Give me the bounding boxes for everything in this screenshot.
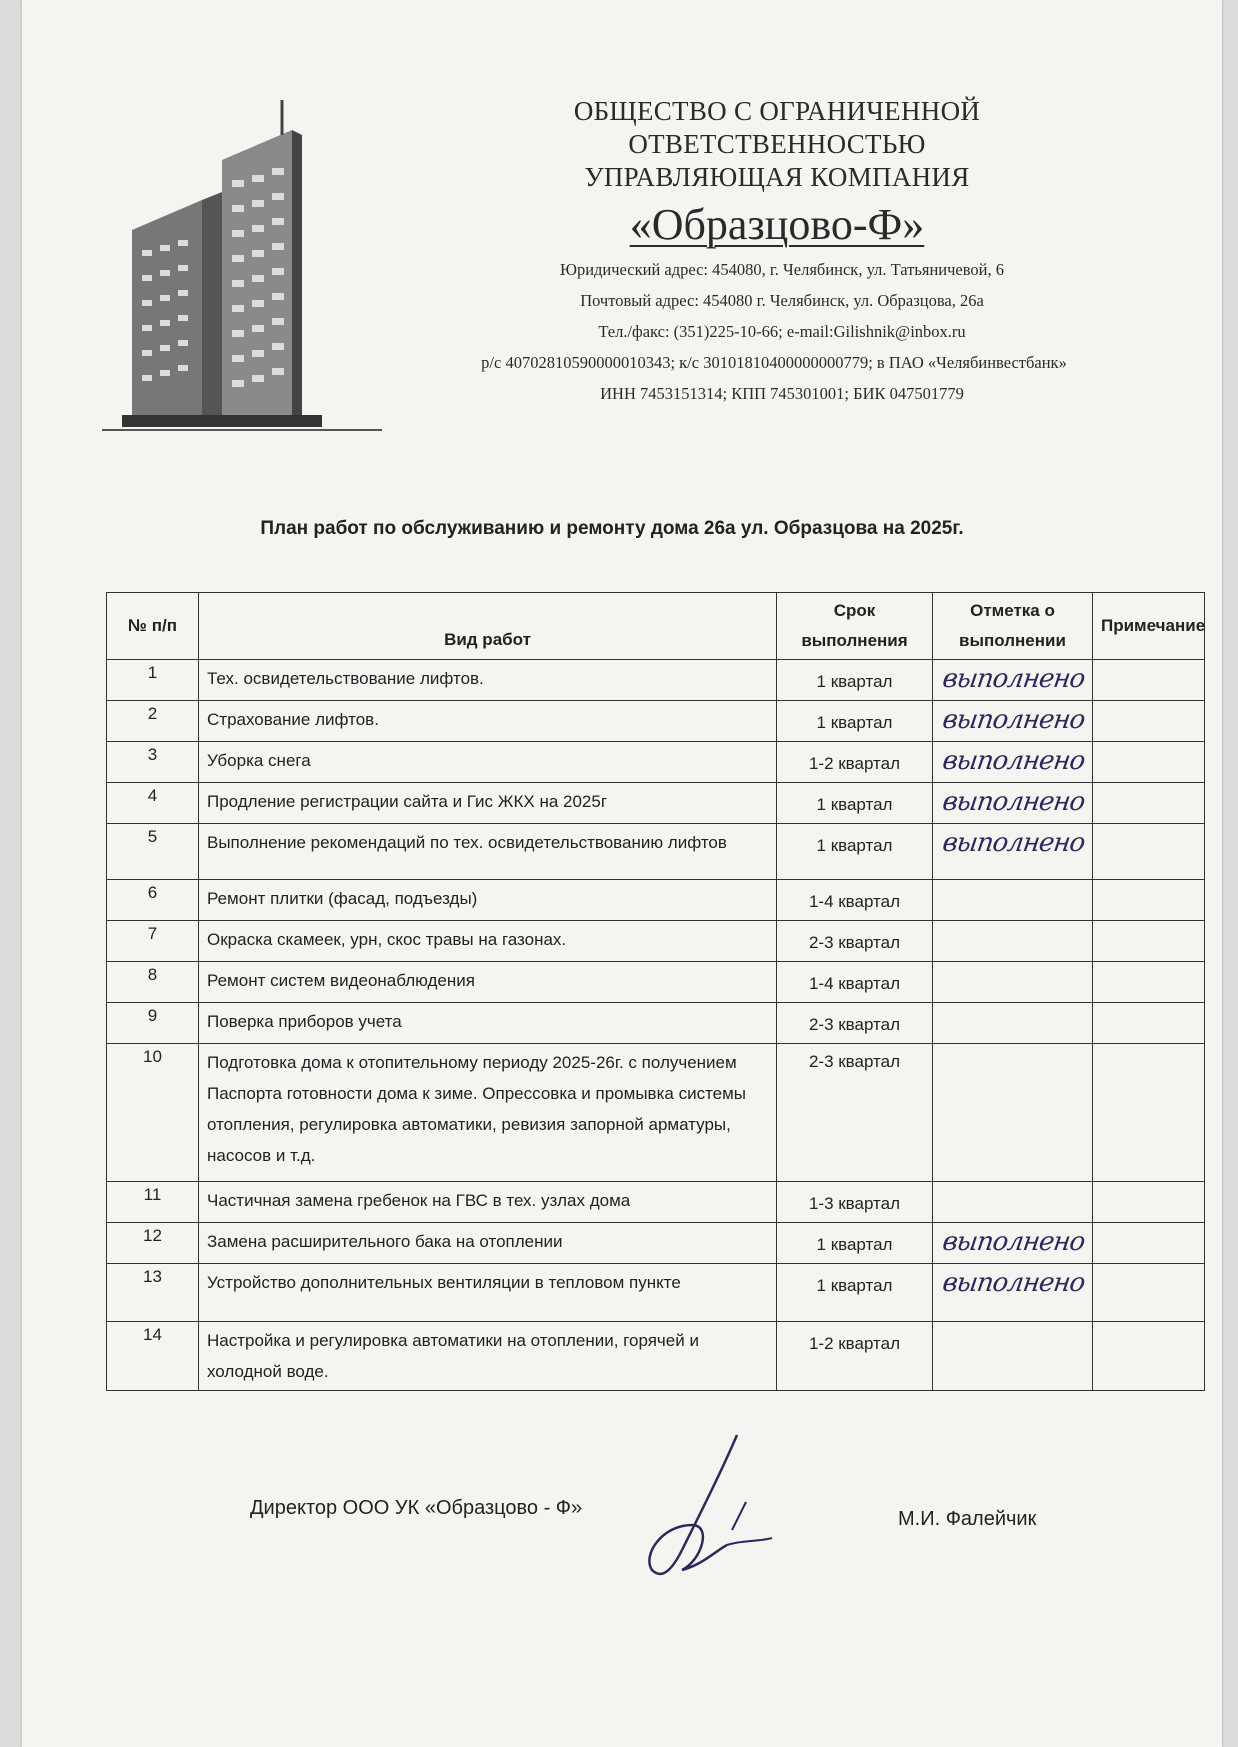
header-num: № п/п: [107, 593, 199, 660]
header-note: Примечание: [1093, 593, 1205, 660]
table-row: [107, 1003, 1205, 1044]
row-note: [1093, 701, 1205, 742]
row-note: [1093, 1182, 1205, 1223]
row-term: 1 квартал: [777, 1223, 933, 1264]
org-line-1: ОБЩЕСТВО С ОГРАНИЧЕННОЙ: [573, 96, 981, 126]
org-line-2: ОТВЕТСТВЕННОСТЬЮ: [628, 129, 926, 159]
header-mark: Отметка о выполнении: [933, 593, 1093, 660]
table-row: [107, 1044, 1205, 1182]
handwritten-mark: выполнено: [940, 787, 1087, 817]
table-row: [107, 1322, 1205, 1391]
row-term: 2-3 квартал: [777, 921, 933, 962]
handwritten-mark: выполнено: [940, 1227, 1087, 1257]
row-work: Подготовка дома к отопительному периоду 2025-26г. с получением Паспорта готовности дома к зиме. Опрессовка и промывка системы отопления, регулировка автоматики, ревизия запорной арматуры, насосов и т.д.: [199, 1044, 777, 1182]
signer-name: М.И. Фалейчик: [898, 1508, 1037, 1530]
row-number: 2: [107, 701, 199, 742]
table-row: [107, 880, 1205, 921]
row-mark: [933, 1003, 1093, 1044]
row-mark: [933, 921, 1093, 962]
row-term: 1-2 квартал: [777, 1322, 933, 1391]
legal-address: Юридический адрес: 454080, г. Челябинск, ул. Татьяничевой, 6: [559, 260, 1005, 279]
row-mark: [933, 701, 1093, 742]
handwritten-mark: выполнено: [940, 664, 1087, 694]
row-term: 1-4 квартал: [777, 962, 933, 1003]
handwritten-mark: выполнено: [940, 705, 1087, 735]
row-work: Поверка приборов учета: [199, 1003, 777, 1044]
row-note: [1093, 962, 1205, 1003]
row-mark: [933, 962, 1093, 1003]
row-note: [1093, 1322, 1205, 1391]
row-term: 2-3 квартал: [777, 1044, 933, 1182]
row-number: 14: [107, 1322, 199, 1391]
table-row: [107, 1223, 1205, 1264]
document-title: План работ по обслуживанию и ремонту дома 26а ул. Образцова на 2025г.: [260, 518, 964, 539]
signature-icon: [642, 1430, 782, 1590]
row-note: [1093, 880, 1205, 921]
row-work: Страхование лифтов.: [199, 701, 777, 742]
table-body: [107, 660, 1205, 1391]
row-term: 1-4 квартал: [777, 880, 933, 921]
row-note: [1093, 1003, 1205, 1044]
handwritten-mark: выполнено: [940, 828, 1087, 858]
row-number: 13: [107, 1264, 199, 1322]
row-term: 1 квартал: [777, 701, 933, 742]
table-row: [107, 660, 1205, 701]
row-term: 1 квартал: [777, 783, 933, 824]
row-number: 6: [107, 880, 199, 921]
header-work: Вид работ: [199, 593, 777, 660]
row-term: 1 квартал: [777, 660, 933, 701]
work-plan-table: [106, 592, 1205, 1391]
row-number: 4: [107, 783, 199, 824]
row-work: Частичная замена гребенок на ГВС в тех. узлах дома: [199, 1182, 777, 1223]
row-work: Устройство дополнительных вентиляции в тепловом пункте: [199, 1264, 777, 1322]
header-term: Срок выполнения: [777, 593, 933, 660]
row-number: 8: [107, 962, 199, 1003]
table-header-row: [107, 593, 1205, 660]
table-row: [107, 1264, 1205, 1322]
row-note: [1093, 921, 1205, 962]
row-work: Тех. освидетельствование лифтов.: [199, 660, 777, 701]
org-line-3: УПРАВЛЯЮЩАЯ КОМПАНИЯ: [584, 162, 970, 192]
postal-address: Почтовый адрес: 454080 г. Челябинск, ул. Образцова, 26а: [580, 291, 984, 310]
director-position: Директор ООО УК «Образцово - Ф»: [250, 1497, 583, 1519]
row-note: [1093, 1264, 1205, 1322]
row-work: Продление регистрации сайта и Гис ЖКХ на 2025г: [199, 783, 777, 824]
row-note: [1093, 742, 1205, 783]
row-work: Окраска скамеек, урн, скос травы на газонах.: [199, 921, 777, 962]
row-mark: [933, 1182, 1093, 1223]
table-row: [107, 783, 1205, 824]
row-mark: [933, 783, 1093, 824]
row-work: Уборка снега: [199, 742, 777, 783]
row-note: [1093, 824, 1205, 880]
row-work: Замена расширительного бака на отоплении: [199, 1223, 777, 1264]
row-number: 5: [107, 824, 199, 880]
row-mark: [933, 742, 1093, 783]
row-number: 1: [107, 660, 199, 701]
row-mark: [933, 880, 1093, 921]
row-term: 2-3 квартал: [777, 1003, 933, 1044]
row-number: 11: [107, 1182, 199, 1223]
row-note: [1093, 660, 1205, 701]
row-mark: [933, 824, 1093, 880]
table-row: [107, 921, 1205, 962]
row-mark: [933, 660, 1093, 701]
table-row: [107, 742, 1205, 783]
letterhead: [432, 95, 1122, 402]
row-work: Ремонт систем видеонаблюдения: [199, 962, 777, 1003]
company-name: «Образцово-Ф»: [629, 200, 925, 249]
row-number: 12: [107, 1223, 199, 1264]
row-number: 7: [107, 921, 199, 962]
row-mark: [933, 1044, 1093, 1182]
row-term: 1-2 квартал: [777, 742, 933, 783]
row-work: Настройка и регулировка автоматики на отоплении, горячей и холодной воде.: [199, 1322, 777, 1391]
table-row: [107, 962, 1205, 1003]
table-row: [107, 824, 1205, 880]
row-term: 1 квартал: [777, 1264, 933, 1322]
row-number: 9: [107, 1003, 199, 1044]
bank-details: р/с 40702810590000010343; к/с 30101810400000000779; в ПАО «Челябинвестбанк»: [481, 353, 1067, 372]
row-note: [1093, 1223, 1205, 1264]
row-work: Выполнение рекомендаций по тех. освидетельствованию лифтов: [199, 824, 777, 880]
table-row: [107, 701, 1205, 742]
contacts: Тел./факс: (351)225-10-66; e-mail:Gilishnik@inbox.ru: [598, 322, 966, 341]
document-page: [22, 0, 1222, 1747]
row-note: [1093, 783, 1205, 824]
handwritten-mark: выполнено: [940, 1268, 1087, 1298]
tax-ids: ИНН 7453151314; КПП 745301001; БИК 047501779: [600, 384, 964, 403]
row-mark: [933, 1322, 1093, 1391]
row-work: Ремонт плитки (фасад, подъезды): [199, 880, 777, 921]
row-term: 1-3 квартал: [777, 1182, 933, 1223]
row-number: 10: [107, 1044, 199, 1182]
row-note: [1093, 1044, 1205, 1182]
row-mark: [933, 1223, 1093, 1264]
handwritten-mark: выполнено: [940, 746, 1087, 776]
row-mark: [933, 1264, 1093, 1322]
row-number: 3: [107, 742, 199, 783]
table-row: [107, 1182, 1205, 1223]
building-icon: [102, 100, 382, 440]
row-term: 1 квартал: [777, 824, 933, 880]
